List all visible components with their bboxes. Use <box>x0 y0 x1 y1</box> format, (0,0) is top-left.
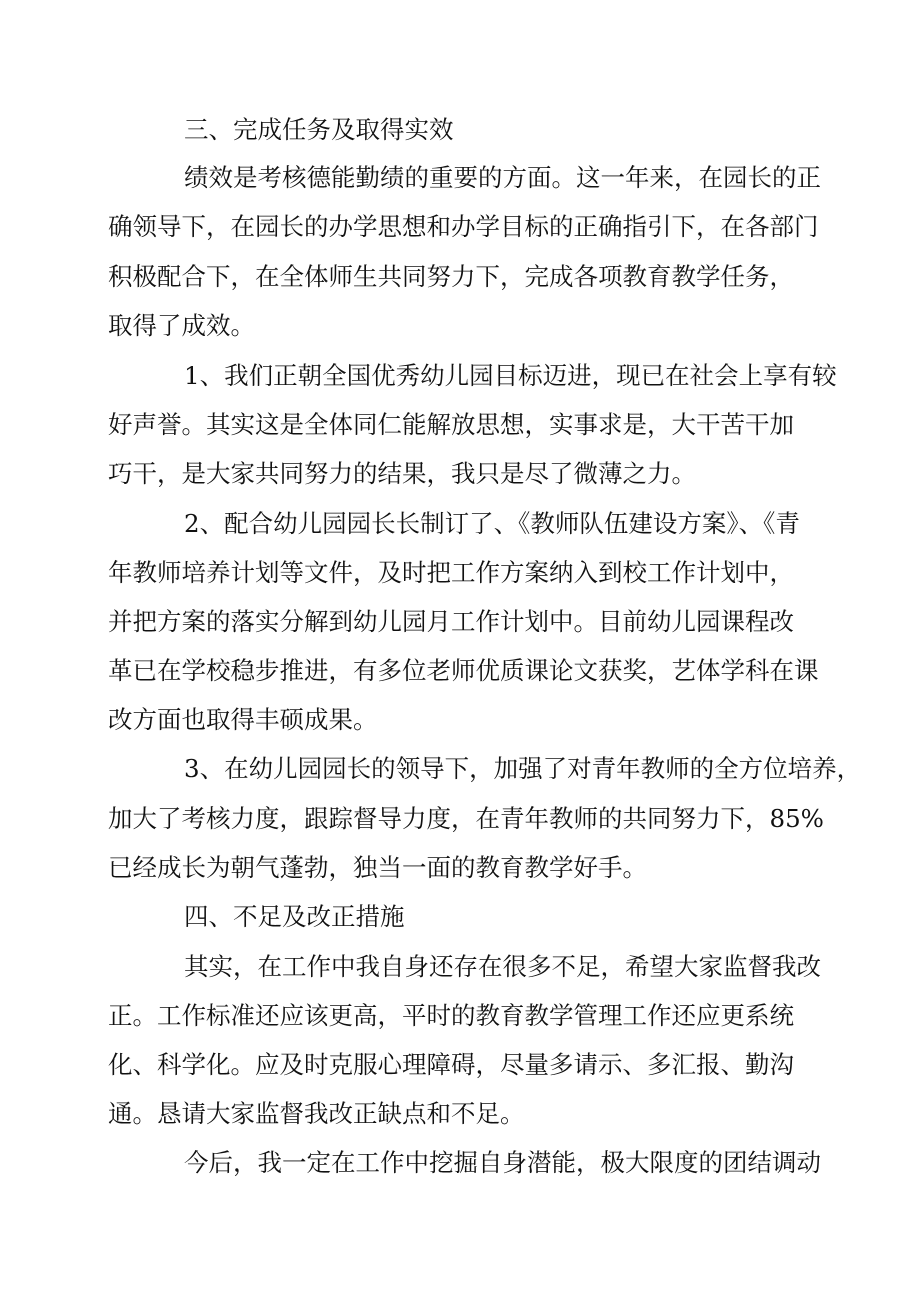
item-1-line1: 1、我们正朝全国优秀幼儿园目标迈进，现已在社会上享有较 <box>184 361 837 390</box>
section-4-para1-line4: 通。恳请大家监督我改正缺点和不足。 <box>108 1099 525 1128</box>
item-2-line5: 改方面也取得丰硕成果。 <box>108 705 378 734</box>
item-2-line2: 年教师培养计划等文件，及时把工作方案纳入到校工作计划中， <box>108 558 794 587</box>
section-3-heading: 三、完成任务及取得实效 <box>184 115 454 144</box>
section-4-heading: 四、不足及改正措施 <box>184 902 405 931</box>
section-4-para1-line3: 化、科学化。应及时克服心理障碍，尽量多请示、多汇报、勤沟 <box>108 1050 794 1079</box>
section-4-para1-line2: 正。工作标准还应该更高，平时的教育教学管理工作还应更系统 <box>108 1001 794 1030</box>
section-4-para2-line1: 今后，我一定在工作中挖掘自身潜能，极大限度的团结调动 <box>184 1148 821 1177</box>
section-3-para1-line4: 取得了成效。 <box>108 311 255 340</box>
item-2-line4: 革已在学校稳步推进，有多位老师优质课论文获奖，艺体学科在课 <box>108 656 819 685</box>
section-3-para1-line1: 绩效是考核德能勤绩的重要的方面。这一年来，在园长的正 <box>184 163 821 192</box>
section-3-para1-line3: 积极配合下，在全体师生共同努力下，完成各项教育教学任务， <box>108 262 794 291</box>
item-1-line3: 巧干，是大家共同努力的结果，我只是尽了微薄之力。 <box>108 459 696 488</box>
section-4-para1-line1: 其实，在工作中我自身还存在很多不足，希望大家监督我改 <box>184 952 821 981</box>
item-3-line3: 已经成长为朝气蓬勃，独当一面的教育教学好手。 <box>108 853 647 882</box>
item-2-line1: 2、配合幼儿园园长长制订了、《教师队伍建设方案》、《青 <box>184 509 800 538</box>
item-1-line2: 好声誉。其实这是全体同仁能解放思想，实事求是，大干苦干加 <box>108 410 794 439</box>
item-2-line3: 并把方案的落实分解到幼儿园月工作计划中。目前幼儿园课程改 <box>108 607 794 636</box>
item-3-line1: 3、在幼儿园园长的领导下，加强了对青年教师的全方位培养， <box>184 754 862 783</box>
item-3-line2: 加大了考核力度，跟踪督导力度，在青年教师的共同努力下，85% <box>108 804 824 833</box>
section-3-para1-line2: 确领导下，在园长的办学思想和办学目标的正确指引下，在各部门 <box>108 212 819 241</box>
